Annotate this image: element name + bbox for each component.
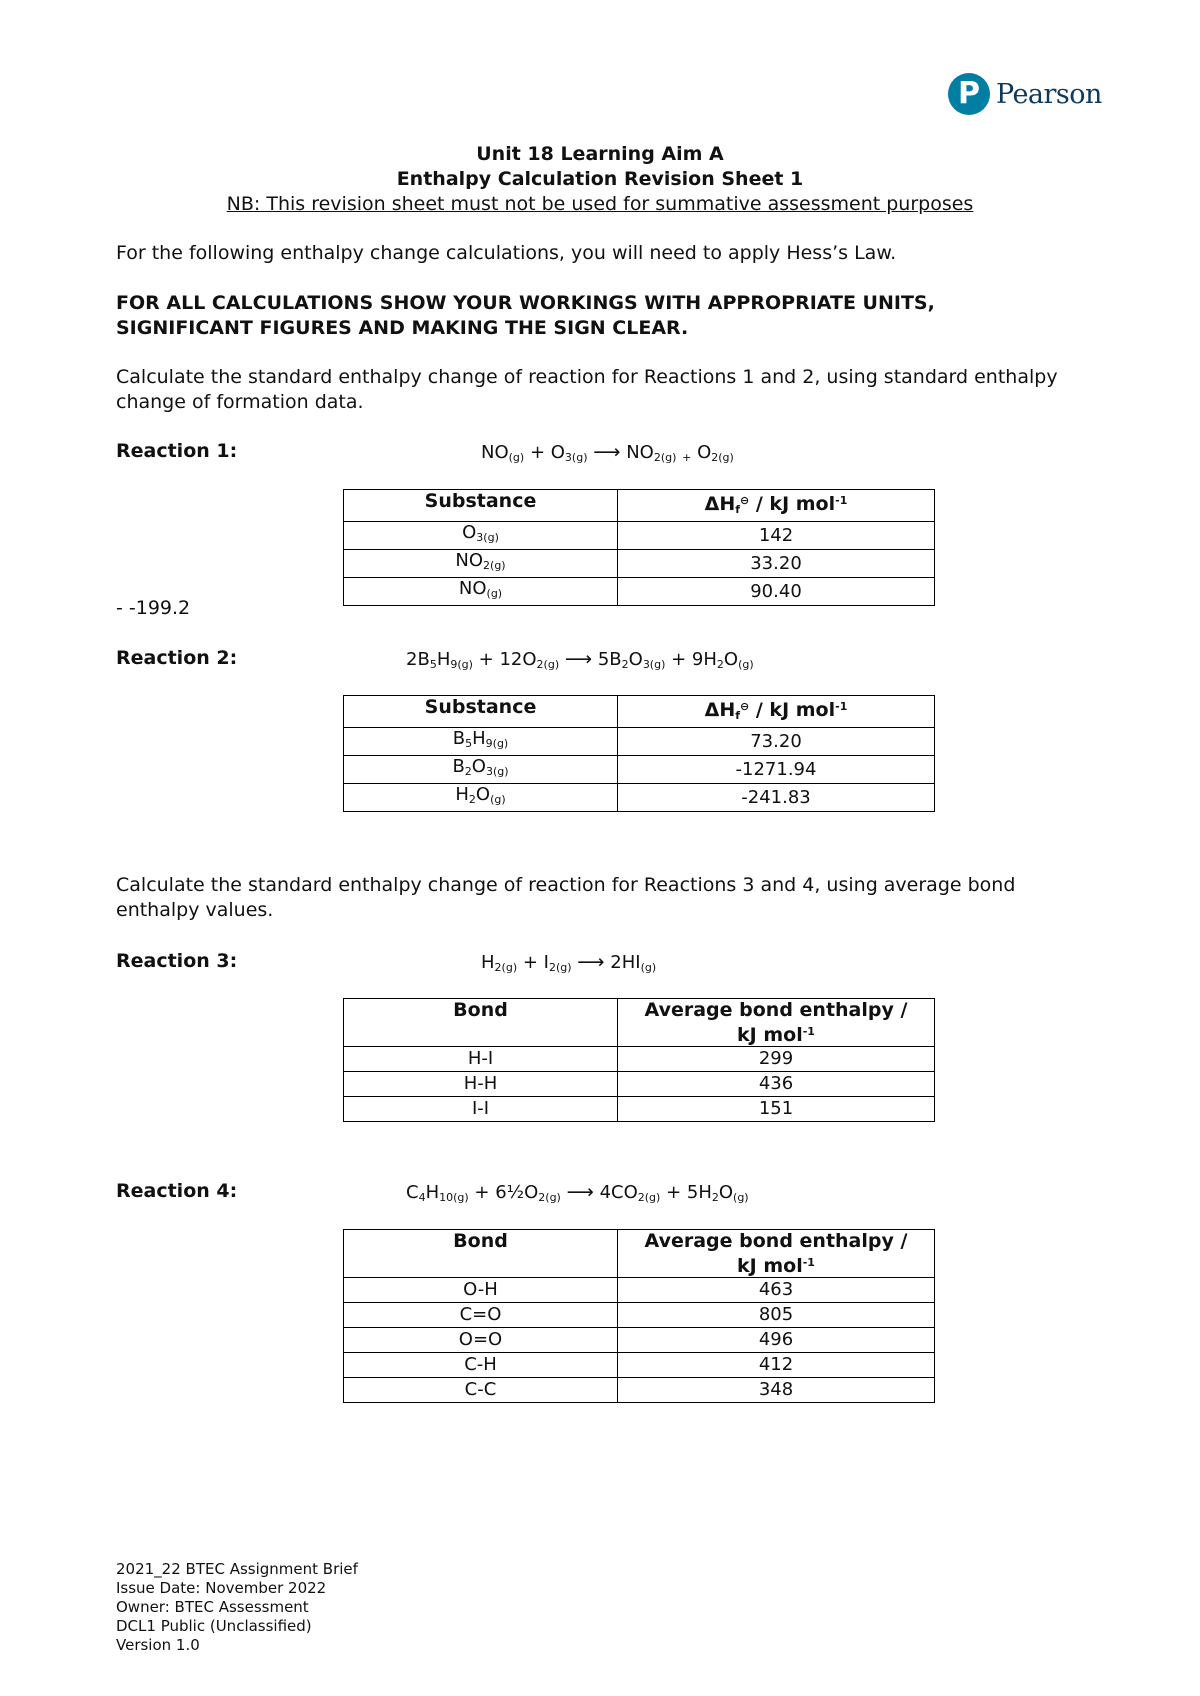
- pearson-logo-icon: P: [948, 73, 990, 115]
- table-row: O=O 496: [344, 1328, 935, 1353]
- table-row: $NO_{2(g)}$ 33.20: [344, 550, 935, 578]
- table-header: Substance: [344, 490, 618, 522]
- instruction-text: FOR ALL CALCULATIONS SHOW YOUR WORKINGS WITH APPROPRIATE UNITS, SIGNIFICANT FIGURES AND MAKING THE SIGN CLEAR.: [116, 292, 935, 339]
- page-title: Unit 18 Learning Aim A: [476, 143, 724, 165]
- table-row: C-H 412: [344, 1353, 935, 1378]
- footer-line: Issue Date: November 2022: [116, 1579, 327, 1597]
- document-footer: [116, 1560, 358, 1655]
- reaction2-equation: $2B_5H_{9(g)} + 12O_{2(g)}$ ⟶ $5B_2O_{3(g)} + 9H_2O_{(g)}$: [406, 648, 754, 671]
- reaction1-table: [343, 489, 935, 606]
- reaction4-table: [343, 1229, 935, 1403]
- table-header: $\Delta H_f^⊖$ / kJ mol$^{-1}$: [618, 490, 935, 522]
- table-row: $NO_{(g)}$ 90.40: [344, 578, 935, 606]
- reaction3-table: [343, 998, 935, 1122]
- table-cell: 142: [618, 522, 935, 550]
- table-header: Bond: [344, 1230, 618, 1278]
- footer-line: Owner: BTEC Assessment: [116, 1598, 309, 1616]
- reaction4-equation: $C_4H_{10(g)}$ + $6\frac{1}{2}O_{2(g)}$ ⟶ $4CO_{2(g)} + 5H_2O_{(g)}$: [406, 1181, 749, 1204]
- table-row: H-I 299: [344, 1047, 935, 1072]
- table-cell: 33.20: [618, 550, 935, 578]
- table-cell: -241.83: [618, 784, 935, 812]
- table-cell: 90.40: [618, 578, 935, 606]
- table-header: $\Delta H_f^⊖$ / kJ mol$^{-1}$: [618, 696, 935, 728]
- pearson-wordmark: Pearson: [996, 78, 1102, 110]
- table-row: $B_5H_{9(g)}$ 73.20: [344, 728, 935, 756]
- table-row: O-H 463: [344, 1278, 935, 1303]
- table-row: H-H 436: [344, 1072, 935, 1097]
- table-row: $O_{3(g)}$ 142: [344, 522, 935, 550]
- table-row: I-I 151: [344, 1097, 935, 1122]
- page-subtitle: Enthalpy Calculation Revision Sheet 1: [396, 168, 804, 190]
- intro-text: For the following enthalpy change calculations, you will need to apply Hess’s Law.: [116, 242, 897, 264]
- pearson-logo: [948, 73, 1102, 115]
- footer-line: Version 1.0: [116, 1636, 200, 1654]
- reaction4-label: Reaction 4:: [116, 1180, 238, 1202]
- table-row: $B_2O_{3(g)}$ -1271.94: [344, 756, 935, 784]
- table-header: Substance: [344, 696, 618, 728]
- table-cell: 73.20: [618, 728, 935, 756]
- table-row: C=O 805: [344, 1303, 935, 1328]
- table-header: Average bond enthalpy / kJ mol$^{-1}$: [618, 1230, 935, 1278]
- table-header: Bond: [344, 999, 618, 1047]
- disclaimer-note: NB: This revision sheet must not be used for summative assessment purposes: [226, 193, 974, 215]
- answer-text: - -199.2: [116, 597, 191, 619]
- reaction2-table: [343, 695, 935, 812]
- reaction1-equation: $NO_{(g)} + O_{3(g)}$ ⟶ $NO_{2(g)}$ $_+$ $O_{2(g)}$: [481, 441, 734, 464]
- table-row: $H_2O_{(g)}$ -241.83: [344, 784, 935, 812]
- reaction3-label: Reaction 3:: [116, 950, 238, 972]
- section1-intro: Calculate the standard enthalpy change of reaction for Reactions 1 and 2, using standard enthalpy change of formation data.: [116, 366, 1058, 413]
- reaction1-label: Reaction 1:: [116, 440, 238, 462]
- reaction3-equation: $H_{2(g)} + I_{2(g)}$ ⟶ $2HI_{(g)}$: [481, 951, 657, 974]
- reaction2-label: Reaction 2:: [116, 647, 238, 669]
- table-cell: -1271.94: [618, 756, 935, 784]
- footer-line: DCL1 Public (Unclassified): [116, 1617, 312, 1635]
- table-row: C-C 348: [344, 1378, 935, 1403]
- section2-intro: Calculate the standard enthalpy change of reaction for Reactions 3 and 4, using average bond enthalpy values.: [116, 874, 1016, 921]
- footer-line: 2021_22 BTEC Assignment Brief: [116, 1560, 358, 1578]
- table-header: Average bond enthalpy / kJ mol$^{-1}$: [618, 999, 935, 1047]
